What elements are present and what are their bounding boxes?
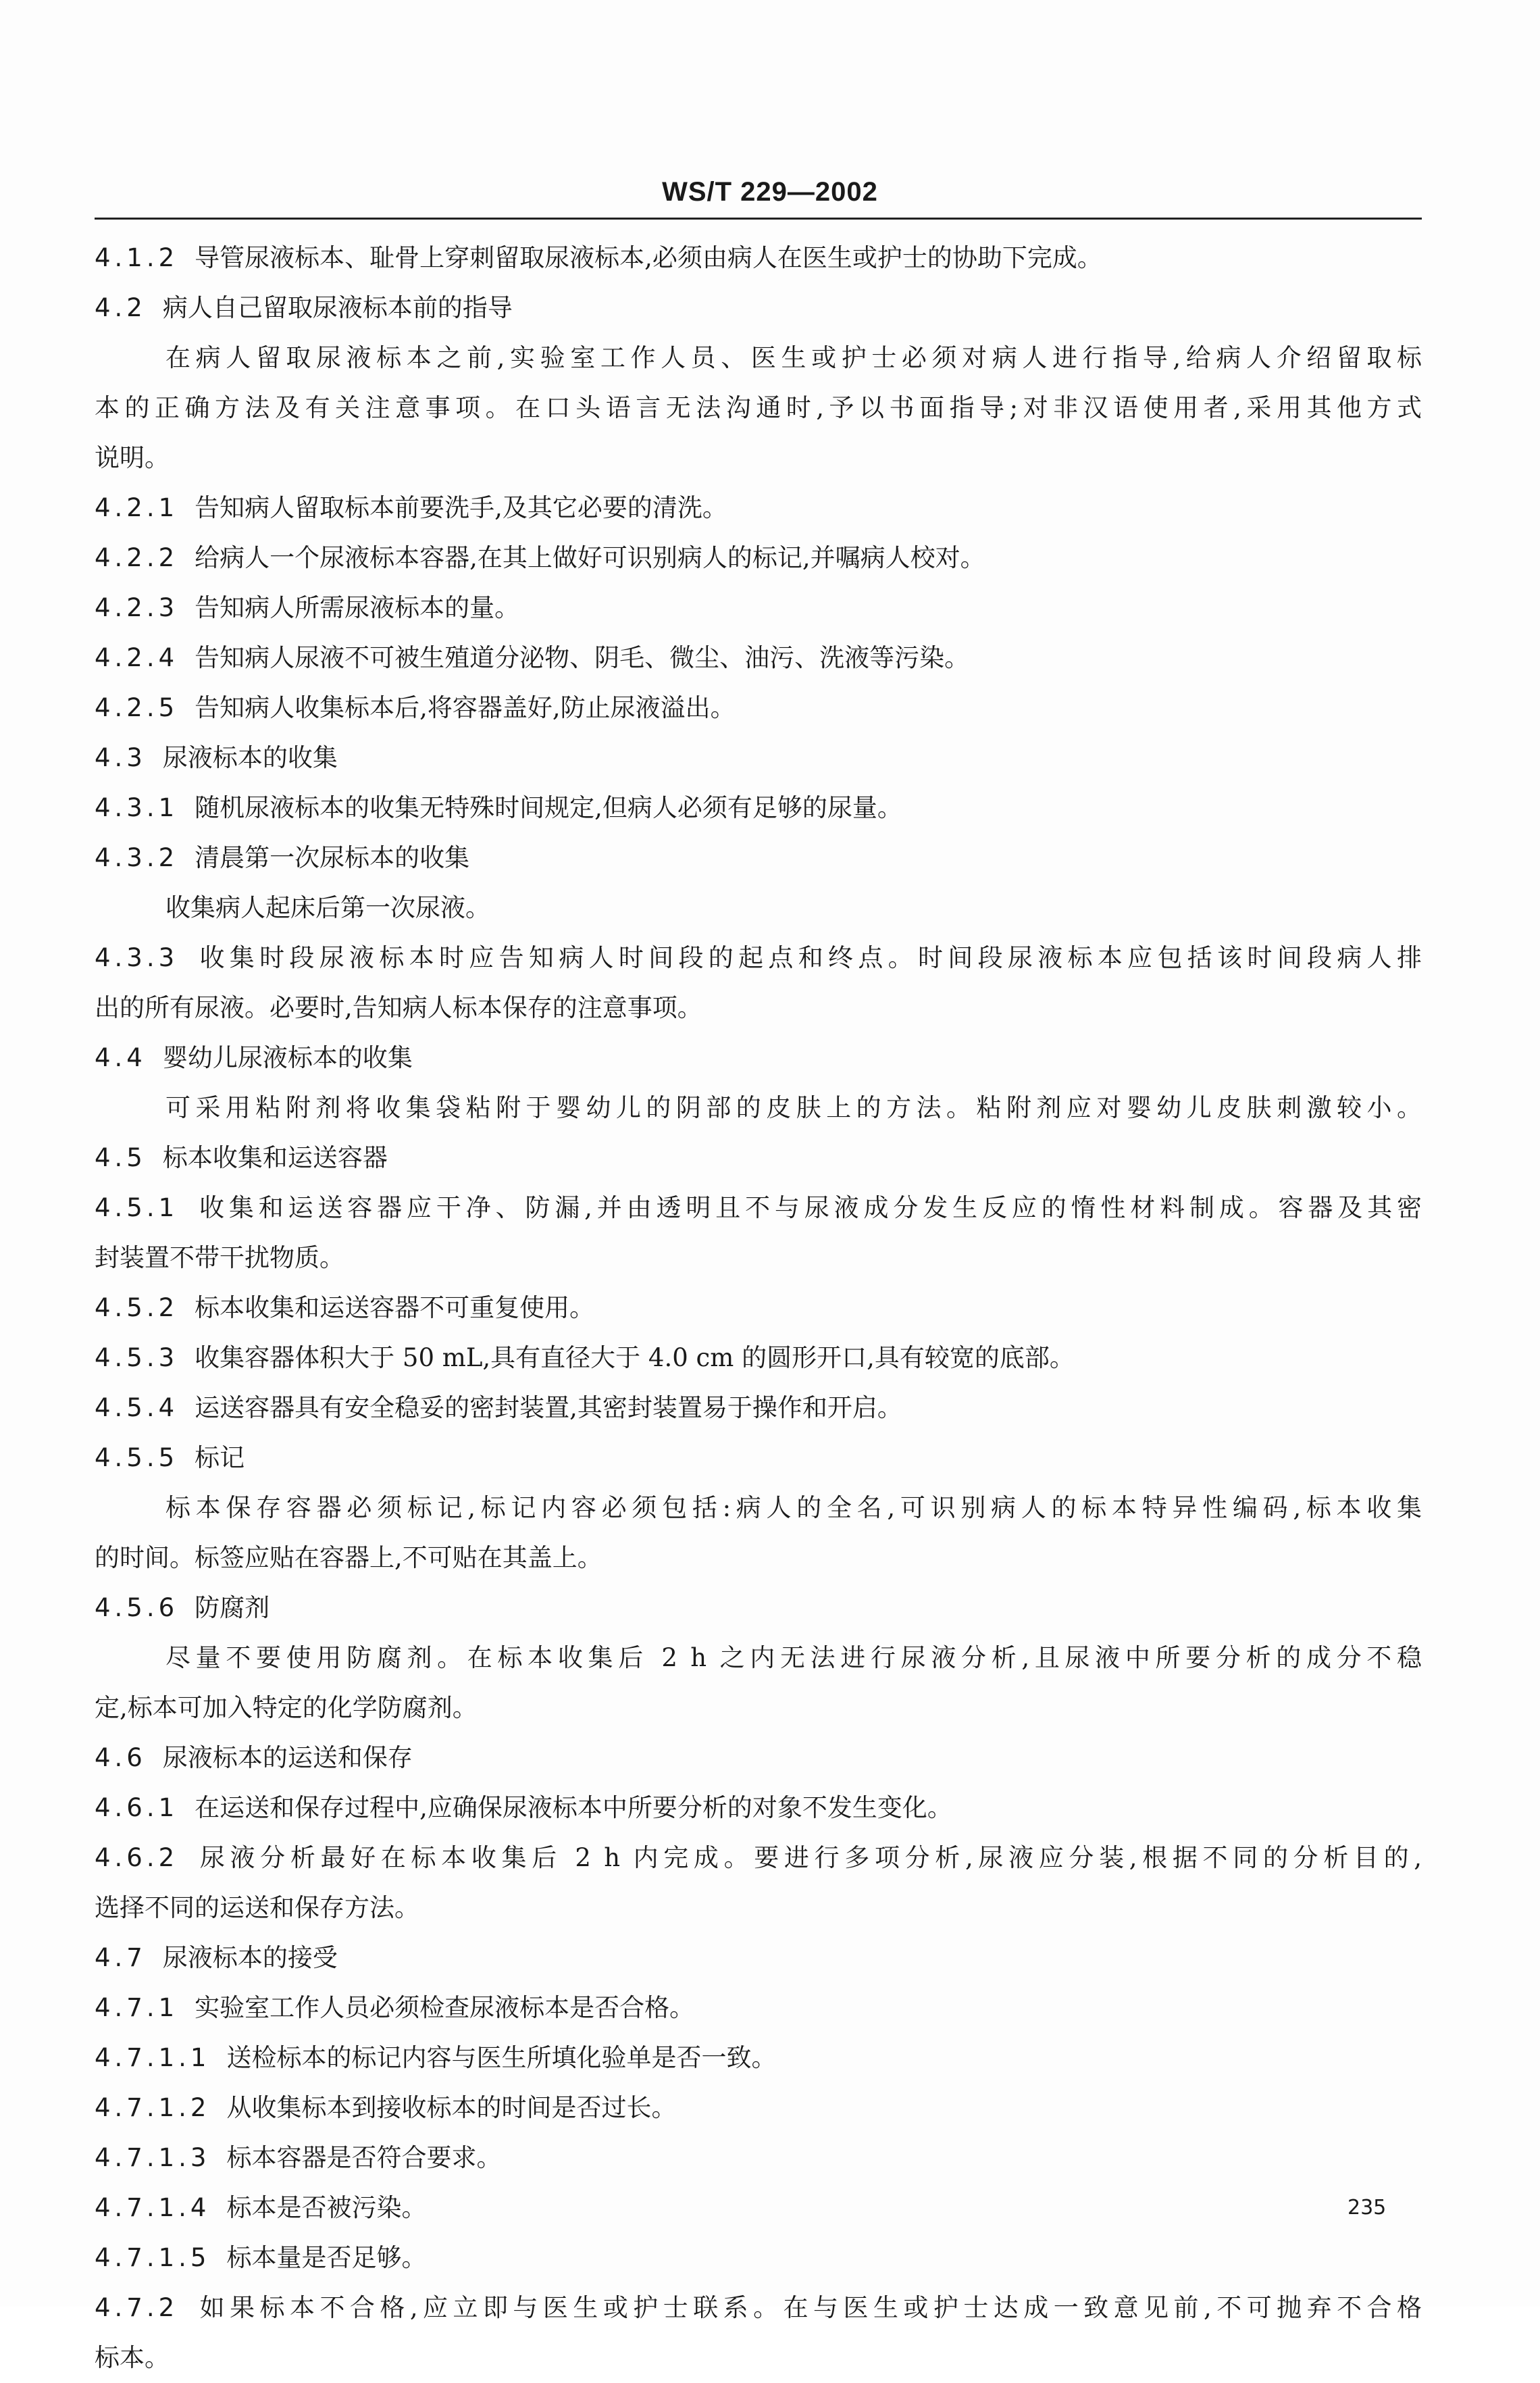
clause-number: 4.6.1 — [95, 1793, 179, 1822]
clause-number: 4.3.1 — [95, 793, 179, 822]
clause-line — [95, 233, 1422, 283]
line-text: 封装置不带干扰物质。 — [95, 1243, 344, 1272]
clause-number: 4.7.2 — [95, 2293, 179, 2322]
line-text: 定,标本可加入特定的化学防腐剂。 — [95, 1693, 478, 1722]
line-text: 在病人留取尿液标本之前,实验室工作人员、医生或护士必须对病人进行指导,给病人介绍留取标 — [165, 343, 1422, 372]
clause-number: 4.1.2 — [95, 243, 179, 272]
clause-number: 4.5.3 — [95, 1343, 179, 1372]
clause-number: 4.7.1.2 — [95, 2093, 211, 2122]
clause-line — [95, 583, 1422, 633]
clause-number: 4.7.1.4 — [95, 2193, 211, 2222]
paragraph-line — [95, 333, 1422, 383]
line-text: 防腐剂 — [195, 1593, 270, 1622]
clause-line — [95, 1283, 1422, 1333]
clause-line — [95, 833, 1422, 883]
line-text: 标记 — [195, 1443, 245, 1472]
clause-line — [95, 1433, 1422, 1483]
header-rule — [95, 218, 1422, 220]
clause-line — [95, 1333, 1422, 1383]
line-text: 说明。 — [95, 443, 170, 472]
line-text: 标本是否被污染。 — [226, 2193, 427, 2222]
clause-number: 4.7.1.3 — [95, 2143, 211, 2172]
clause-number: 4.5 — [95, 1143, 147, 1172]
line-text: 收集和运送容器应干净、防漏,并由透明且不与尿液成分发生反应的惰性材料制成。容器及其密 — [195, 1193, 1422, 1222]
line-text: 可采用粘附剂将收集袋粘附于婴幼儿的阴部的皮肤上的方法。粘附剂应对婴幼儿皮肤刺激较小。 — [165, 1093, 1422, 1122]
document-header: WS/T 229—2002 — [662, 177, 878, 207]
clause-number: 4.7.1.5 — [95, 2243, 211, 2272]
clause-line — [95, 283, 1422, 333]
line-text: 尿液标本的收集 — [162, 743, 338, 772]
line-text: 的时间。标签应贴在容器上,不可贴在其盖上。 — [95, 1543, 602, 1572]
clause-line — [95, 1583, 1422, 1633]
clause-line — [95, 783, 1422, 833]
paragraph-line — [95, 1533, 1422, 1583]
line-text: 收集时段尿液标本时应告知病人时间段的起点和终点。时间段尿液标本应包括该时间段病人排 — [195, 943, 1422, 972]
line-text: 标本。 — [95, 2343, 170, 2372]
paragraph-line — [95, 1233, 1422, 1283]
line-text: 告知病人尿液不可被生殖道分泌物、阴毛、微尘、油污、洗液等污染。 — [195, 643, 970, 672]
line-text: 选择不同的运送和保存方法。 — [95, 1893, 419, 1922]
clause-number: 4.3.3 — [95, 943, 179, 972]
clause-number: 4.5.4 — [95, 1393, 179, 1422]
line-text: 随机尿液标本的收集无特殊时间规定,但病人必须有足够的尿量。 — [195, 793, 902, 822]
paragraph-line — [95, 1083, 1422, 1133]
clause-number: 4.2.1 — [95, 493, 179, 522]
line-text: 导管尿液标本、耻骨上穿刺留取尿液标本,必须由病人在医生或护士的协助下完成。 — [195, 243, 1102, 272]
clause-number: 4.2.3 — [95, 593, 179, 622]
document-body — [95, 233, 1422, 2383]
line-text: 在运送和保存过程中,应确保尿液标本中所要分析的对象不发生变化。 — [195, 1793, 952, 1822]
clause-line — [95, 483, 1422, 533]
clause-number: 4.2.5 — [95, 693, 179, 722]
clause-line — [95, 733, 1422, 783]
clause-line — [95, 1133, 1422, 1183]
clause-line — [95, 2133, 1422, 2183]
line-text: 告知病人收集标本后,将容器盖好,防止尿液溢出。 — [195, 693, 736, 722]
clause-number: 4.7.1.1 — [95, 2043, 211, 2072]
paragraph-line — [95, 1633, 1422, 1683]
line-text: 送检标本的标记内容与医生所填化验单是否一致。 — [226, 2043, 777, 2072]
clause-line — [95, 1833, 1422, 1883]
clause-line — [95, 1933, 1422, 1983]
paragraph-line — [95, 1883, 1422, 1933]
line-text: 尿液标本的运送和保存 — [162, 1743, 413, 1772]
clause-number: 4.5.1 — [95, 1193, 179, 1222]
clause-number: 4.3.2 — [95, 843, 179, 872]
line-text: 病人自己留取尿液标本前的指导 — [162, 293, 513, 322]
line-text: 尿液分析最好在标本收集后 2 h 内完成。要进行多项分析,尿液应分装,根据不同的分析目的, — [195, 1843, 1422, 1872]
clause-line — [95, 2083, 1422, 2133]
clause-line — [95, 683, 1422, 733]
line-text: 从收集标本到接收标本的时间是否过长。 — [226, 2093, 677, 2122]
line-text: 本的正确方法及有关注意事项。在口头语言无法沟通时,予以书面指导;对非汉语使用者,采用其他方式 — [95, 393, 1422, 422]
line-text: 标本收集和运送容器不可重复使用。 — [195, 1293, 595, 1322]
clause-line — [95, 533, 1422, 583]
line-text: 如果标本不合格,应立即与医生或护士联系。在与医生或护士达成一致意见前,不可抛弃不合格 — [195, 2293, 1422, 2322]
paragraph-line — [95, 1483, 1422, 1533]
paragraph-line — [95, 2333, 1422, 2383]
clause-line — [95, 1033, 1422, 1083]
clause-number: 4.5.5 — [95, 1443, 179, 1472]
clause-number: 4.4 — [95, 1043, 147, 1072]
clause-line — [95, 933, 1422, 983]
line-text: 实验室工作人员必须检查尿液标本是否合格。 — [195, 1993, 695, 2022]
clause-line — [95, 1383, 1422, 1433]
line-text: 尽量不要使用防腐剂。在标本收集后 2 h 之内无法进行尿液分析,且尿液中所要分析的成分不稳 — [165, 1643, 1422, 1672]
line-text: 清晨第一次尿标本的收集 — [195, 843, 470, 872]
clause-line — [95, 2233, 1422, 2283]
line-text: 收集病人起床后第一次尿液。 — [165, 893, 490, 922]
paragraph-line — [95, 383, 1422, 433]
line-text: 标本量是否足够。 — [226, 2243, 427, 2272]
paragraph-line — [95, 433, 1422, 483]
paragraph-line — [95, 883, 1422, 933]
page-number: 235 — [1348, 2196, 1387, 2219]
line-text: 尿液标本的接受 — [162, 1943, 338, 1972]
line-text: 出的所有尿液。必要时,告知病人标本保存的注意事项。 — [95, 993, 702, 1022]
clause-line — [95, 2183, 1422, 2233]
clause-line — [95, 1733, 1422, 1783]
clause-number: 4.6.2 — [95, 1843, 179, 1872]
line-text: 告知病人所需尿液标本的量。 — [195, 593, 520, 622]
clause-line — [95, 2283, 1422, 2333]
line-text: 标本容器是否符合要求。 — [226, 2143, 502, 2172]
clause-number: 4.7 — [95, 1943, 147, 1972]
clause-line — [95, 1983, 1422, 2033]
line-text: 婴幼儿尿液标本的收集 — [162, 1043, 413, 1072]
clause-line — [95, 633, 1422, 683]
paragraph-line — [95, 983, 1422, 1033]
clause-number: 4.6 — [95, 1743, 147, 1772]
line-text: 标本保存容器必须标记,标记内容必须包括:病人的全名,可识别病人的标本特异性编码,标本收集 — [165, 1493, 1422, 1522]
clause-line — [95, 1783, 1422, 1833]
paragraph-line — [95, 1683, 1422, 1733]
clause-number: 4.5.6 — [95, 1593, 179, 1622]
clause-line — [95, 2033, 1422, 2083]
clause-number: 4.2.4 — [95, 643, 179, 672]
line-text: 告知病人留取标本前要洗手,及其它必要的清洗。 — [195, 493, 727, 522]
clause-line — [95, 1183, 1422, 1233]
line-text: 给病人一个尿液标本容器,在其上做好可识别病人的标记,并嘱病人校对。 — [195, 543, 985, 572]
line-text: 标本收集和运送容器 — [162, 1143, 388, 1172]
clause-number: 4.2 — [95, 293, 147, 322]
clause-number: 4.5.2 — [95, 1293, 179, 1322]
line-text: 运送容器具有安全稳妥的密封装置,其密封装置易于操作和开启。 — [195, 1393, 902, 1422]
clause-number: 4.7.1 — [95, 1993, 179, 2022]
line-text: 收集容器体积大于 50 mL,具有直径大于 4.0 cm 的圆形开口,具有较宽的底部。 — [195, 1343, 1075, 1372]
clause-number: 4.3 — [95, 743, 147, 772]
clause-number: 4.2.2 — [95, 543, 179, 572]
